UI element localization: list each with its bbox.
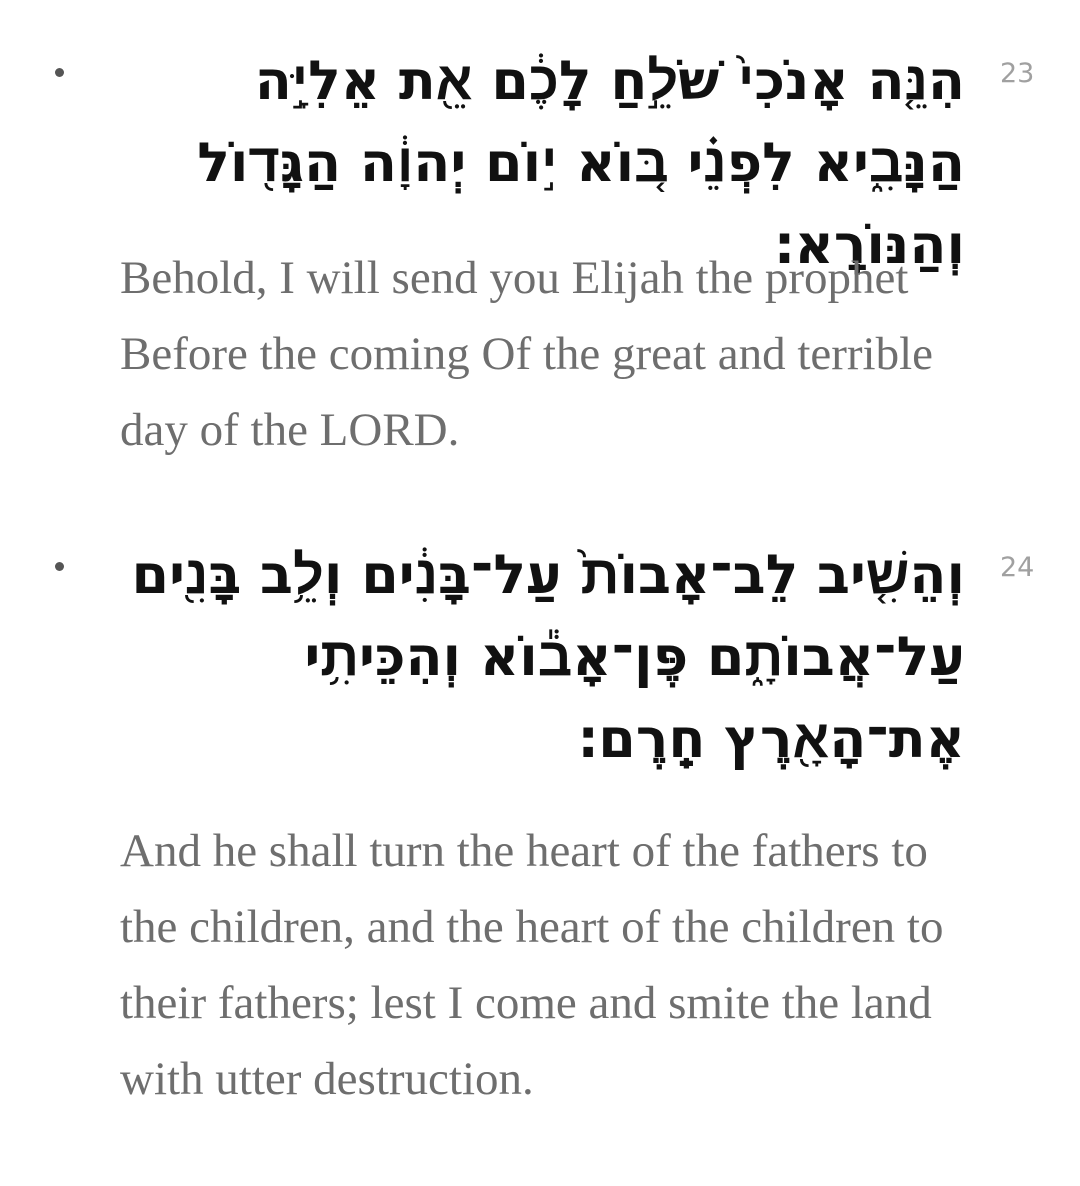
english-translation: And he shall turn the heart of the fathers to the children, and the heart of the children to their fathers; lest I come and smite the land with utter destruction. (120, 825, 944, 1105)
hebrew-text: וְהֵשִׁ֤יב לֵב־אָבוֹת֙ עַל־בָּנִ֔ים וְלֵ֥ב בָּנִ֖ים עַל־אֲבוֹתָ֑ם פֶּן־אָב֕וֹא וְהִכֵּיתִ֥י אֶת־הָאָ֖רֶץ חֵֽרֶם׃ (131, 543, 965, 770)
verse-number: 24 (1000, 552, 1035, 583)
english-translation: Behold, I will send you Elijah the prophet Before the coming Of the great and terrible day of the LORD. (120, 252, 934, 456)
bullet-marker (55, 562, 64, 571)
hebrew-text: הִנֵּ֤ה אָנֹכִי֙ שֹׁלֵ֣חַ לָכֶ֔ם אֵ֖ת אֵלִיָּ֣ה הַנָּבִ֑יא לִפְנֵ֗י בּ֚וֹא י֣וֹם יְהוָ֔ה הַגָּד֖וֹל וְהַנּוֹרָֽא׃ (197, 49, 965, 276)
bullet-marker (55, 68, 64, 77)
verse-number: 23 (1000, 58, 1035, 89)
